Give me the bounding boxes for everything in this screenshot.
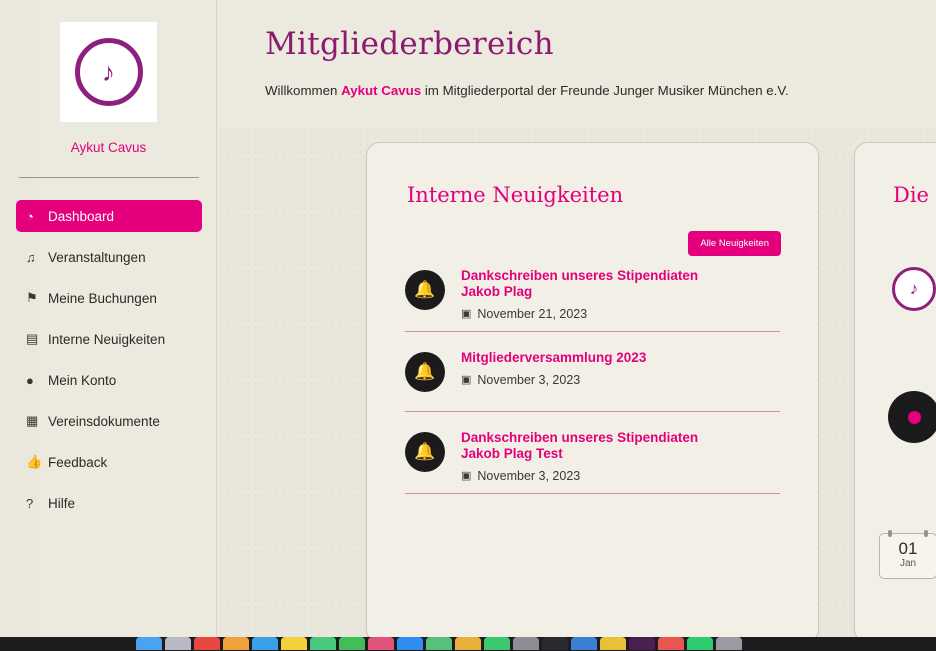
news-date-text: November 21, 2023 — [477, 306, 588, 321]
calendar-day: 01 — [898, 539, 918, 558]
sidebar-item-label: Hilfe — [48, 495, 76, 511]
music-icon[interactable] — [368, 637, 394, 650]
sidebar-item-label: Veranstaltungen — [48, 249, 146, 265]
facetime-icon[interactable] — [484, 637, 510, 650]
chrome-icon[interactable] — [600, 637, 626, 650]
sidebar-item-dashboard[interactable] — [16, 200, 202, 232]
news-title[interactable]: Dankschreiben unseres Stipendiaten Jakob Plag — [461, 268, 699, 299]
sidebar-item-veranstaltungen[interactable] — [16, 241, 202, 273]
news-date — [461, 307, 780, 321]
music-house-logo-icon: ♪ — [102, 57, 115, 87]
page-title: Mitgliederbereich — [265, 26, 554, 62]
photos-icon[interactable] — [310, 637, 336, 650]
news-title[interactable]: Mitgliederversammlung 2023 — [461, 349, 647, 365]
news-date — [461, 469, 780, 483]
trash-icon[interactable] — [716, 637, 742, 650]
music-house-logo-icon: ♪ — [892, 267, 936, 311]
calendar-month: Jan — [899, 558, 917, 569]
sidebar-item-label: Feedback — [48, 454, 108, 470]
vinyl-record-icon — [888, 391, 936, 443]
list-item[interactable] — [405, 350, 780, 412]
newspaper-icon: ▤ — [26, 331, 39, 346]
question-mark-icon: ? — [26, 495, 34, 511]
news-text — [461, 350, 780, 387]
spotify-icon[interactable] — [687, 637, 713, 650]
news-text — [461, 430, 780, 483]
sidebar-item-label: Meine Buchungen — [48, 290, 157, 306]
sidebar-item-label: Interne Neuigkeiten — [48, 331, 166, 347]
calendar-icon: ▣ — [461, 374, 472, 387]
logo — [60, 22, 157, 122]
all-news-button[interactable]: Alle Neuigkeiten — [688, 231, 781, 256]
finder-icon[interactable] — [136, 637, 162, 650]
dock[interactable] — [0, 637, 936, 651]
sidebar-item-label: Vereinsdokumente — [48, 413, 160, 429]
sidebar-item-label: Dashboard — [48, 208, 115, 224]
bell-icon: 🔔 — [405, 432, 445, 472]
calendar-icon[interactable] — [252, 637, 278, 650]
sidebar-divider — [19, 177, 199, 178]
news-date — [461, 373, 780, 387]
calendar-tile — [879, 533, 936, 579]
messages-icon[interactable] — [339, 637, 365, 650]
figma-icon[interactable] — [658, 637, 684, 650]
welcome-suffix: im Mitgliederportal der Freunde Junger Musiker München e.V. — [421, 83, 789, 98]
user-icon: ● — [26, 372, 34, 388]
sidebar — [0, 0, 217, 637]
slack-icon[interactable] — [629, 637, 655, 650]
sidebar-item-meine-buchungen[interactable] — [16, 282, 202, 314]
calendar-rings — [888, 530, 928, 537]
safari-icon[interactable] — [194, 637, 220, 650]
launchpad-icon[interactable] — [165, 637, 191, 650]
sidebar-item-interne-neuigkeiten[interactable] — [16, 323, 202, 355]
bell-icon: 🔔 — [405, 270, 445, 310]
calendar-icon: ▣ — [461, 308, 472, 321]
terminal-icon[interactable] — [542, 637, 568, 650]
document-icon: ▦ — [26, 413, 39, 428]
sidebar-item-vereinsdokumente[interactable] — [16, 405, 202, 437]
calendar-icon: ▣ — [461, 470, 472, 483]
flag-icon: ⚑ — [26, 290, 38, 305]
news-list — [405, 268, 780, 512]
mail-icon[interactable] — [223, 637, 249, 650]
list-item[interactable] — [405, 268, 780, 332]
sidebar-user-name: Aykut Cavus — [70, 140, 147, 155]
news-date-text: November 3, 2023 — [477, 372, 581, 387]
news-card-title: Interne Neuigkeiten — [407, 183, 624, 207]
maps-icon[interactable] — [426, 637, 452, 650]
content-area — [217, 128, 936, 637]
list-item[interactable] — [405, 430, 780, 494]
news-date-text: November 3, 2023 — [477, 468, 581, 483]
welcome-prefix: Willkommen — [265, 83, 342, 98]
notes-icon[interactable] — [281, 637, 307, 650]
page-header — [217, 0, 936, 128]
secondary-card — [854, 142, 936, 637]
internal-news-card — [366, 142, 819, 637]
main-region — [217, 0, 936, 637]
welcome-text — [265, 83, 789, 98]
music-note-icon: ♫ — [26, 249, 36, 265]
settings-icon[interactable] — [513, 637, 539, 650]
welcome-user-name: Aykut Cavus — [341, 83, 422, 98]
pie-chart-icon: ◔ — [26, 208, 34, 224]
sidebar-item-feedback[interactable] — [16, 446, 202, 478]
sidebar-item-hilfe[interactable] — [16, 487, 202, 519]
sidebar-item-label: Mein Konto — [48, 372, 117, 388]
logo-circle — [75, 38, 143, 106]
news-text — [461, 268, 780, 321]
reminders-icon[interactable] — [455, 637, 481, 650]
sidebar-item-mein-konto[interactable] — [16, 364, 202, 396]
appstore-icon[interactable] — [397, 637, 423, 650]
sidebar-nav — [16, 200, 202, 528]
thumbs-up-icon: 👍 — [26, 454, 43, 469]
bell-icon: 🔔 — [405, 352, 445, 392]
secondary-card-title: Die — [893, 183, 929, 207]
news-title[interactable]: Dankschreiben unseres Stipendiaten Jakob Plag Test — [461, 429, 699, 461]
vscode-icon[interactable] — [571, 637, 597, 650]
